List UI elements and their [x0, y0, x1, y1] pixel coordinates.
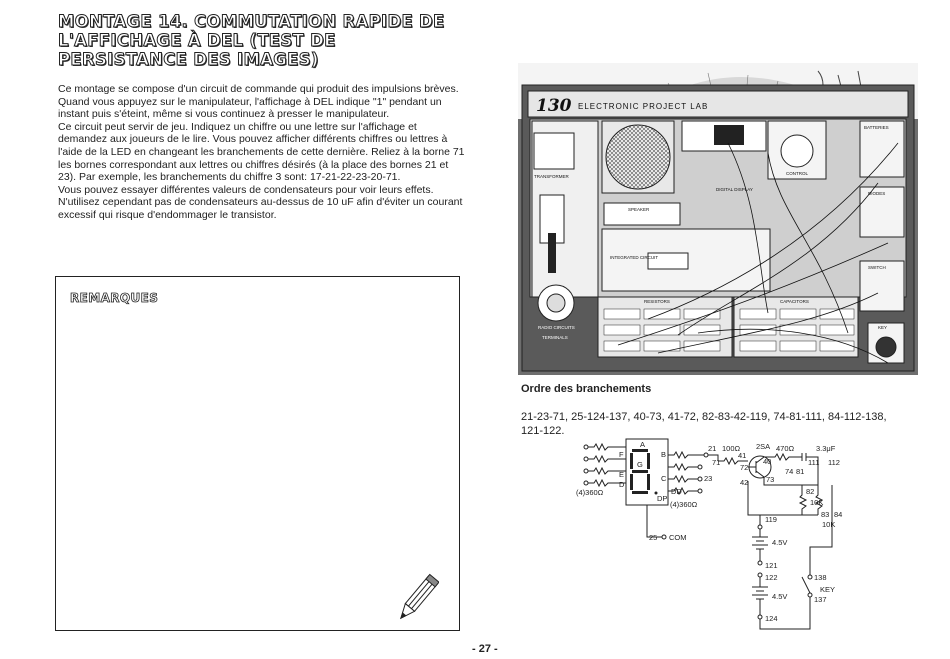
cap-label: 3.3μF	[816, 444, 836, 453]
circuit-schematic	[570, 437, 855, 639]
paragraph-capacitor: Vous pouvez essayer différentes valeurs de condensateurs pour voir leurs effets. N'utilisez cependant pas de condensateurs au-dessus de 10 uF afin d'éviter un courant excessif qui risque d'endommager le transistor.	[58, 183, 463, 221]
n112-label: 112	[828, 458, 840, 467]
com-number: 25	[649, 533, 658, 542]
r10k-a-label: 10K	[810, 498, 824, 507]
n111-label: 111	[808, 458, 820, 467]
paragraph-game: Ce circuit peut servir de jeu. Indiquez un chiffre ou une lettre sur l'affichage et demandez aux joueurs de le lire. Vous pouvez afficher différents chiffres ou lettres à l'aide de la LED en changeant les branchements de cette dernière. Reliez à la borne 71 les bornes correspondant aux lettres ou chiffres désirés (à la place des bornes 21 et 23). Par exemple, les branchements du chiffre 3 sont: 17-21-22-23-20-71.	[58, 120, 465, 184]
n137-label: 137	[814, 595, 827, 604]
res-right-label: (4)360Ω	[670, 500, 698, 509]
connection-order-text: 21-23-71, 25-124-137, 40-73, 41-72, 82-83-42-119, 74-81-111, 84-112-138, 121-122.	[521, 411, 887, 437]
bat2-label: 4.5V	[772, 592, 788, 601]
label-control: CONTROL	[786, 171, 809, 176]
pencil-icon	[395, 572, 439, 626]
tr-label: 2SA	[756, 442, 771, 451]
n82-label: 82	[806, 487, 815, 496]
n73-label: 73	[766, 475, 775, 484]
title-line-3: PERSISTANCE DES IMAGES)	[58, 50, 319, 69]
n83-label: 83	[821, 510, 830, 519]
n72-label: 72	[740, 463, 749, 472]
r470-label: 470Ω	[776, 444, 795, 453]
n122-label: 122	[765, 573, 778, 582]
n121-label: 121	[765, 561, 778, 570]
body-text	[58, 83, 468, 222]
lab-brand: 130	[536, 96, 572, 116]
label-speaker: SPEAKER	[628, 207, 650, 212]
r100-label: 100Ω	[722, 444, 741, 453]
n81-label: 81	[796, 467, 805, 476]
seg-c-label: C	[661, 474, 667, 483]
dp-label: DP	[657, 494, 668, 503]
n71-label: 71	[712, 458, 721, 467]
electronic-lab-illustration	[518, 63, 918, 375]
label-batteries: BATTERIES	[864, 125, 889, 130]
seg-f-label: F	[619, 450, 624, 459]
seg-d-label: D	[619, 480, 625, 489]
seg-g-label: G	[637, 460, 643, 469]
title-line-1: MONTAGE 14. COMMUTATION RAPIDE DE	[58, 12, 445, 31]
n84-label: 84	[834, 510, 843, 519]
lab-name: ELECTRONIC PROJECT LAB	[578, 102, 709, 111]
paragraph-intro: Ce montage se compose d'un circuit de commande qui produit des impulsions brèves. Quand vous appuyez sur le manipulateur, l'affichage à DEL indique "1" pendant un instant puis s'éteint, même si vous continuez à presser le manipulateur.	[58, 83, 459, 121]
label-digital-display: DIGITAL DISPLAY	[716, 187, 753, 192]
label-integrated-circuit: INTEGRATED CIRCUIT	[610, 255, 659, 260]
n124-label: 124	[765, 614, 778, 623]
n23-label: 23	[704, 474, 713, 483]
n74-label: 74	[785, 467, 794, 476]
r10k-b-label: 10K	[822, 520, 836, 529]
n42-label: 42	[740, 478, 749, 487]
n138-label: 138	[814, 573, 827, 582]
label-switch: SWITCH	[868, 265, 886, 270]
title-line-2: L'AFFICHAGE À DEL (TEST DE	[58, 31, 336, 50]
label-capacitors: CAPACITORS	[780, 299, 809, 304]
n21-label: 21	[708, 444, 717, 453]
n119-label: 119	[765, 515, 777, 524]
n40-label: 40	[763, 457, 772, 466]
label-radio-circuits: RADIO CIRCUITS	[538, 325, 575, 330]
label-terminals: TERMINALS	[542, 335, 568, 340]
seg-b-label: B	[661, 450, 667, 459]
label-transformer: TRANSFORMER	[534, 174, 569, 179]
label-resistors: RESISTORS	[644, 299, 670, 304]
n41-label: 41	[738, 451, 747, 460]
seg-e-label: E	[619, 470, 625, 479]
label-key: KEY	[878, 325, 888, 330]
bat1-label: 4.5V	[772, 538, 788, 547]
key-label: KEY	[820, 585, 836, 594]
connection-order-title: Ordre des branchements	[521, 383, 652, 395]
seg-a-label: A	[640, 440, 646, 449]
res-left-label: (4)360Ω	[576, 488, 604, 497]
page-number: - 27 -	[472, 643, 498, 655]
remarks-title: REMARQUES	[70, 291, 159, 305]
dd-label: DD	[671, 487, 682, 496]
page-title	[58, 12, 458, 69]
label-diodes: DIODES	[868, 191, 886, 196]
com-label: COM	[669, 533, 687, 542]
